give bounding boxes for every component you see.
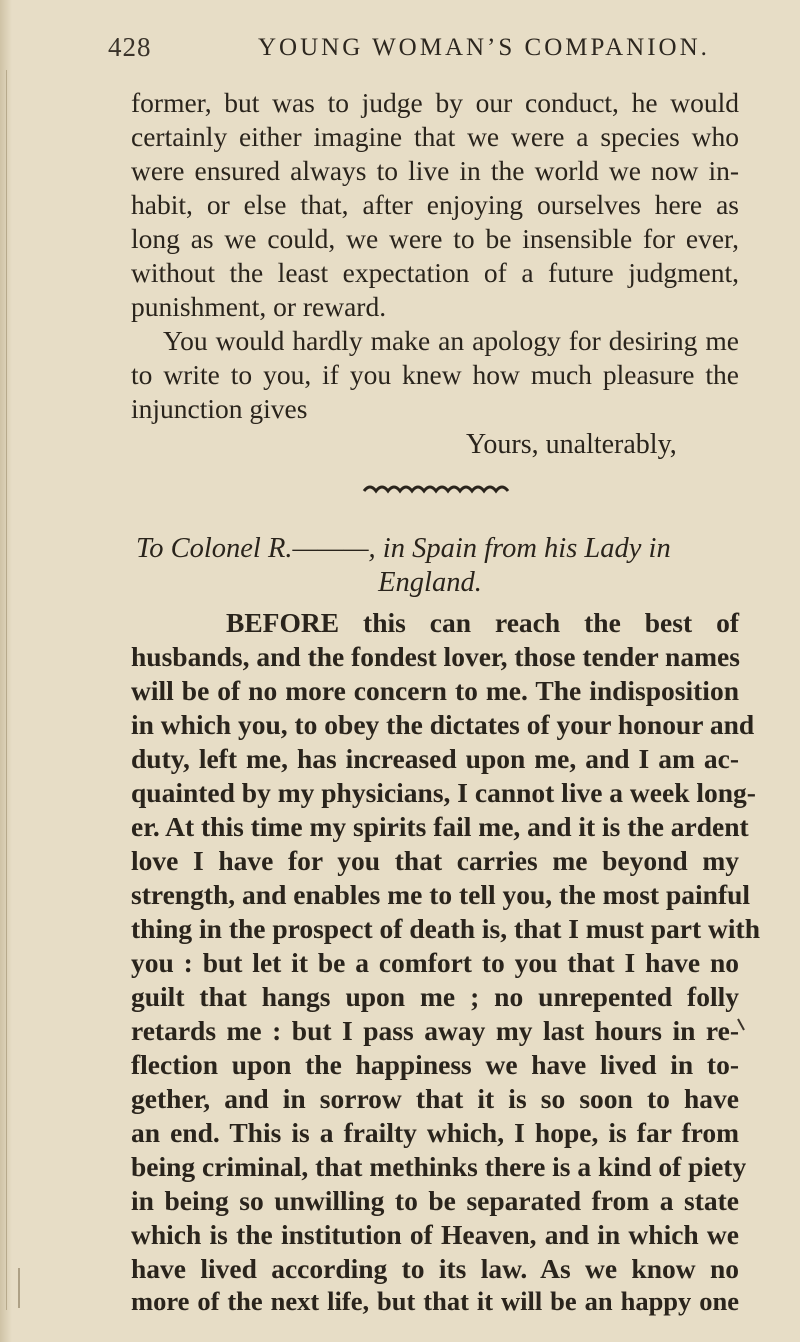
running-head: YOUNG WOMAN’S COMPANION. [258, 34, 710, 61]
letter-title-line1: To Colonel R.———, in Spain from his Lady in [136, 533, 671, 564]
text-line: punishment, or reward. [131, 291, 387, 322]
text-line: er. At this time my spirits fail me, and it is the ardent [131, 811, 749, 842]
margin-mark-icon [14, 1268, 24, 1308]
text-line: which is the institution of Heaven, and in which we [131, 1219, 739, 1250]
text-line: former, but was to judge by our conduct, he would [131, 87, 739, 118]
text-line: in which you, to obey the dictates of your honour and [131, 709, 755, 740]
text-line: you : but let it be a comfort to you that I have no [131, 947, 739, 978]
text-line: retards me : but I pass away my last hours in re- [131, 1015, 739, 1046]
page-number: 428 [108, 32, 152, 62]
text-line: injunction gives [131, 393, 308, 424]
text-line: will be of no more concern to me. The indisposition [131, 675, 739, 706]
ink-mark-icon [736, 1018, 746, 1032]
text-line: being criminal, that methinks there is a kind of piety [131, 1151, 747, 1182]
letter-title-line2: England. [378, 567, 482, 598]
text-line: You would hardly make an apology for desiring me [163, 325, 739, 356]
text-line: gether, and in sorrow that it is so soon to have [131, 1083, 739, 1114]
text-line: have lived according to its law. As we know no [131, 1253, 739, 1284]
text-line: strength, and enables me to tell you, the most painful [131, 879, 751, 910]
letter-opening-line: BEFORE this can reach the best of [226, 607, 739, 638]
text-line: duty, left me, has increased upon me, and I am ac- [131, 743, 739, 774]
text-line: flection upon the happiness we have lived in to- [131, 1049, 739, 1080]
letter-closing: Yours, unalterably, [466, 429, 677, 460]
text-line: long as we could, we were to be insensible for ever, [131, 223, 739, 254]
text-line: guilt that hangs upon me ; no unrepented folly [131, 981, 739, 1012]
text-line: husbands, and the fondest lover, those tender names [131, 641, 740, 672]
text-line: in being so unwilling to be separated from a state [131, 1185, 739, 1216]
text-line: without the least expectation of a future judgment, [131, 257, 739, 288]
text-line: were ensured always to live in the world we now in- [131, 155, 739, 186]
text-line: quainted by my physicians, I cannot live a week long- [131, 777, 756, 808]
text-line: to write to you, if you knew how much pleasure the [131, 359, 739, 390]
gutter-line [6, 70, 7, 1310]
text-line: love I have for you that carries me beyond my [131, 845, 739, 876]
ornament-rule [360, 482, 510, 496]
text-line: an end. This is a frailty which, I hope, is far from [131, 1117, 739, 1148]
page-header [108, 32, 748, 72]
text-line: habit, or else that, after enjoying ourselves here as [131, 189, 739, 220]
text-line: more of the next life, but that it will be an happy one [131, 1286, 739, 1316]
text-line: certainly either imagine that we were a species who [131, 121, 739, 152]
text-line: thing in the prospect of death is, that I must part with [131, 913, 760, 944]
